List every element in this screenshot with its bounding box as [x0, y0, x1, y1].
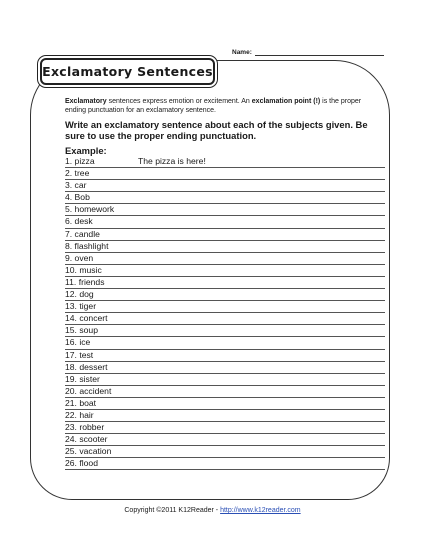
- item-label: 22. hair: [65, 409, 94, 420]
- list-item[interactable]: [65, 398, 385, 410]
- example-answer: The pizza is here!: [138, 156, 206, 166]
- list-item[interactable]: [65, 277, 385, 289]
- item-label: 4. Bob: [65, 192, 90, 203]
- copyright-text: Copyright ©2011 K12Reader -: [124, 507, 221, 514]
- instructions: Write an exclamatory sentence about each of the subjects given. Be sure to use the proper ending punctuation.: [65, 119, 368, 141]
- item-label: 24. scooter: [65, 434, 108, 445]
- list-item[interactable]: [65, 216, 385, 228]
- item-label: 9. oven: [65, 252, 94, 263]
- item-label: 6. desk: [65, 216, 93, 227]
- name-line: [255, 47, 384, 56]
- list-item[interactable]: [65, 434, 385, 446]
- item-label: 7. candle: [65, 228, 100, 239]
- item-label: 3. car: [65, 180, 87, 191]
- list-item[interactable]: [65, 337, 385, 349]
- item-label: 18. dessert: [65, 361, 108, 372]
- list-item[interactable]: [65, 410, 385, 422]
- name-label: Name:: [232, 49, 252, 56]
- intro-text-2: is the proper ending punctuation for an exclamatory sentence.: [65, 98, 362, 114]
- footer-link[interactable]: http://www.k12reader.com: [220, 507, 301, 514]
- item-label: 26. flood: [65, 458, 98, 469]
- list-item[interactable]: [65, 229, 385, 241]
- list-item[interactable]: [65, 422, 385, 434]
- list-item[interactable]: [65, 362, 385, 374]
- list-item[interactable]: [65, 192, 385, 204]
- item-label: 17. test: [65, 349, 94, 360]
- list-item[interactable]: [65, 374, 385, 386]
- subject-list: [65, 156, 385, 470]
- item-label: 21. boat: [65, 397, 97, 408]
- list-item[interactable]: [65, 458, 385, 470]
- item-label: 2. tree: [65, 168, 90, 179]
- list-item[interactable]: [65, 241, 385, 253]
- footer: [0, 507, 425, 514]
- list-item[interactable]: [65, 204, 385, 216]
- item-label: 12. dog: [65, 289, 94, 300]
- list-item[interactable]: [65, 265, 385, 277]
- item-label: 23. robber: [65, 422, 105, 433]
- list-item[interactable]: [65, 168, 385, 180]
- intro-text-1: sentences express emotion or excitement. An: [106, 98, 252, 105]
- item-label: 14. concert: [65, 313, 108, 324]
- intro-term-exclamatory: Exclamatory: [65, 98, 107, 105]
- item-label: 11. friends: [65, 276, 105, 287]
- list-item[interactable]: [65, 446, 385, 458]
- list-item[interactable]: [65, 350, 385, 362]
- list-item[interactable]: [65, 301, 385, 313]
- title-box: [40, 58, 215, 85]
- item-label: 19. sister: [65, 373, 100, 384]
- item-label: 16. ice: [65, 337, 91, 348]
- list-item[interactable]: [65, 386, 385, 398]
- intro-paragraph: [65, 97, 380, 115]
- item-label: 13. tiger: [65, 301, 97, 312]
- name-field: [232, 44, 384, 56]
- list-item[interactable]: [65, 313, 385, 325]
- list-item[interactable]: [65, 325, 385, 337]
- example-label: Example:: [65, 145, 107, 156]
- item-label: 8. flashlight: [65, 240, 109, 251]
- list-item[interactable]: [65, 289, 385, 301]
- item-label: 25. vacation: [65, 446, 112, 457]
- list-item[interactable]: [65, 253, 385, 265]
- item-label: 20. accident: [65, 385, 112, 396]
- item-label: 15. soup: [65, 325, 98, 336]
- item-label: 1. pizza: [65, 156, 95, 166]
- worksheet-title: Exclamatory Sentences: [42, 64, 213, 79]
- item-label: 10. music: [65, 264, 102, 275]
- list-item[interactable]: [65, 156, 385, 168]
- intro-term-exclamation-point: exclamation point (!): [251, 98, 321, 105]
- list-item[interactable]: [65, 180, 385, 192]
- item-label: 5. homework: [65, 204, 115, 215]
